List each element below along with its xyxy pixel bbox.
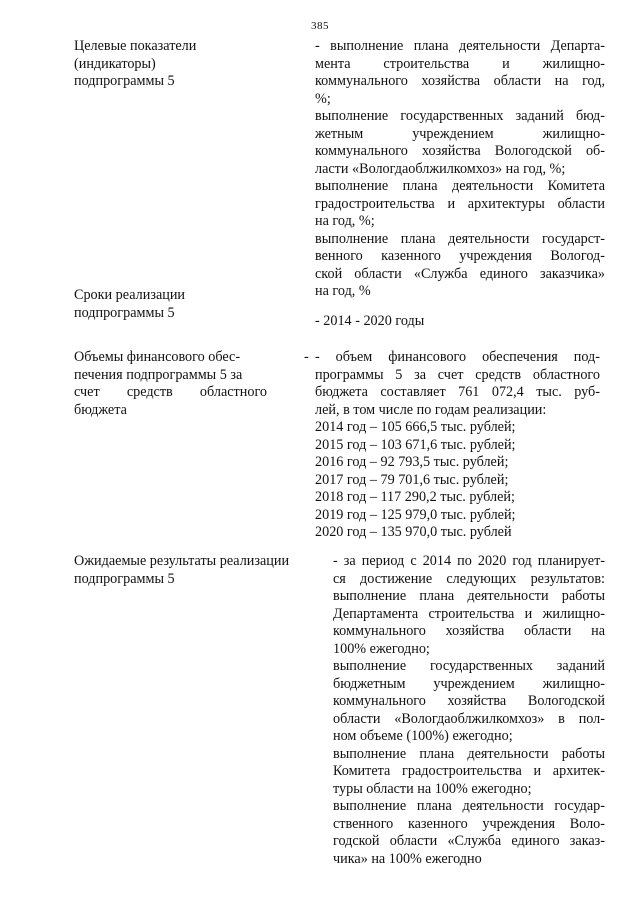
value-line: выполнение государственных заданий (333, 658, 605, 674)
label-line: подпрограммы 5 (74, 73, 175, 89)
section-label-expected-results (74, 553, 314, 588)
value-line: лей, в том числе по годам реализации: (315, 401, 547, 418)
value-line: - за период с 2014 по 2020 год планирует- (333, 553, 605, 569)
value-line: выполнение плана деятельности Комитета (315, 178, 605, 194)
value-line: ственного казенного учреждения Воло- (333, 815, 605, 832)
label-line: Целевые показатели (74, 38, 197, 54)
value-line: на год, % (315, 283, 371, 299)
value-line: 2020 год – 135 970,0 тыс. рублей (315, 524, 512, 540)
value-line: градостроительства и архитектуры области (315, 195, 605, 212)
page-number: 385 (311, 20, 329, 32)
section-label-financing (74, 349, 289, 419)
section-value-target-indicators (315, 38, 605, 301)
section-label-target-indicators (74, 38, 289, 91)
value-line: жетным учреждением жилищно- (315, 125, 605, 142)
value-line: 100% ежегодно; (333, 640, 430, 657)
label-line: счет средств областного (74, 384, 267, 400)
value-line: туры области на 100% ежегодно; (333, 780, 532, 797)
value-line: выполнение плана деятельности работы (333, 745, 605, 762)
value-line: венного казенного учреждения Вологод- (315, 248, 605, 264)
label-line: подпрограммы 5 (74, 304, 175, 321)
label-line: Ожидаемые результаты реализации (74, 553, 290, 569)
value-line: бюджетным учреждением жилищно- (333, 675, 605, 692)
value-line: 2019 год – 125 979,0 тыс. рублей; (315, 506, 516, 523)
section-value-financing (315, 349, 600, 542)
value-line: Комитета градостроительства и архитек- (333, 763, 605, 779)
value-line: - объем финансового обеспечения под- (315, 349, 600, 365)
value-line: 2015 год – 103 671,6 тыс. рублей; (315, 436, 516, 453)
section-value-expected-results (333, 553, 605, 868)
value-line: коммунального хозяйства области на (333, 623, 605, 639)
value-line: программы 5 за счет средств областного (315, 366, 600, 383)
label-line: подпрограммы 5 (74, 570, 175, 587)
value-line: мента строительства и жилищно- (315, 55, 605, 72)
value-line: коммунального хозяйства области на год, (315, 73, 605, 89)
label-line: печения подпрограммы 5 за (74, 366, 243, 383)
label-line: бюджета (74, 401, 127, 418)
value-line: выполнение плана деятельности государст- (315, 230, 605, 247)
value-line: коммунального хозяйства Вологодской (333, 693, 605, 709)
value-line: - 2014 - 2020 годы (315, 313, 425, 329)
value-line: выполнение государственных заданий бюд- (315, 108, 605, 124)
value-line: ном объеме (100%) ежегодно; (333, 728, 513, 744)
value-line: - выполнение плана деятельности Департа- (315, 38, 605, 54)
value-line: 2014 год – 105 666,5 тыс. рублей; (315, 419, 516, 435)
section-value-implementation-period (315, 313, 605, 331)
value-line: ской области «Служба единого заказчика» (315, 265, 605, 282)
value-line: Департамента строительства и жилищно- (333, 605, 605, 622)
label-line: (индикаторы) (74, 55, 156, 72)
value-line: 2017 год – 79 701,6 тыс. рублей; (315, 471, 509, 488)
value-line: 2018 год – 117 290,2 тыс. рублей; (315, 489, 515, 505)
label-line: Сроки реализации (74, 287, 186, 303)
value-line: бюджета составляет 761 072,4 тыс. руб- (315, 384, 600, 400)
label-line: Объемы финансового обес- (74, 349, 241, 365)
section-label-implementation-period (74, 287, 289, 322)
value-line: на год, %; (315, 213, 375, 229)
value-line: годской области «Служба единого заказ- (333, 833, 605, 849)
value-line: области «Вологдаоблжилкомхоз» в пол- (333, 710, 605, 727)
separator-dash: - (304, 349, 309, 365)
value-line: выполнение плана деятельности государ- (333, 798, 605, 814)
value-line: выполнение плана деятельности работы (333, 588, 605, 604)
value-line: чика» на 100% ежегодно (333, 850, 482, 867)
value-line: 2016 год – 92 793,5 тыс. рублей; (315, 454, 509, 470)
value-line: коммунального хозяйства Вологодской об- (315, 143, 605, 159)
value-line: ласти «Вологдаоблжилкомхоз» на год, %; (315, 160, 566, 177)
value-line: %; (315, 90, 331, 107)
value-line: ся достижение следующих результатов: (333, 570, 605, 587)
